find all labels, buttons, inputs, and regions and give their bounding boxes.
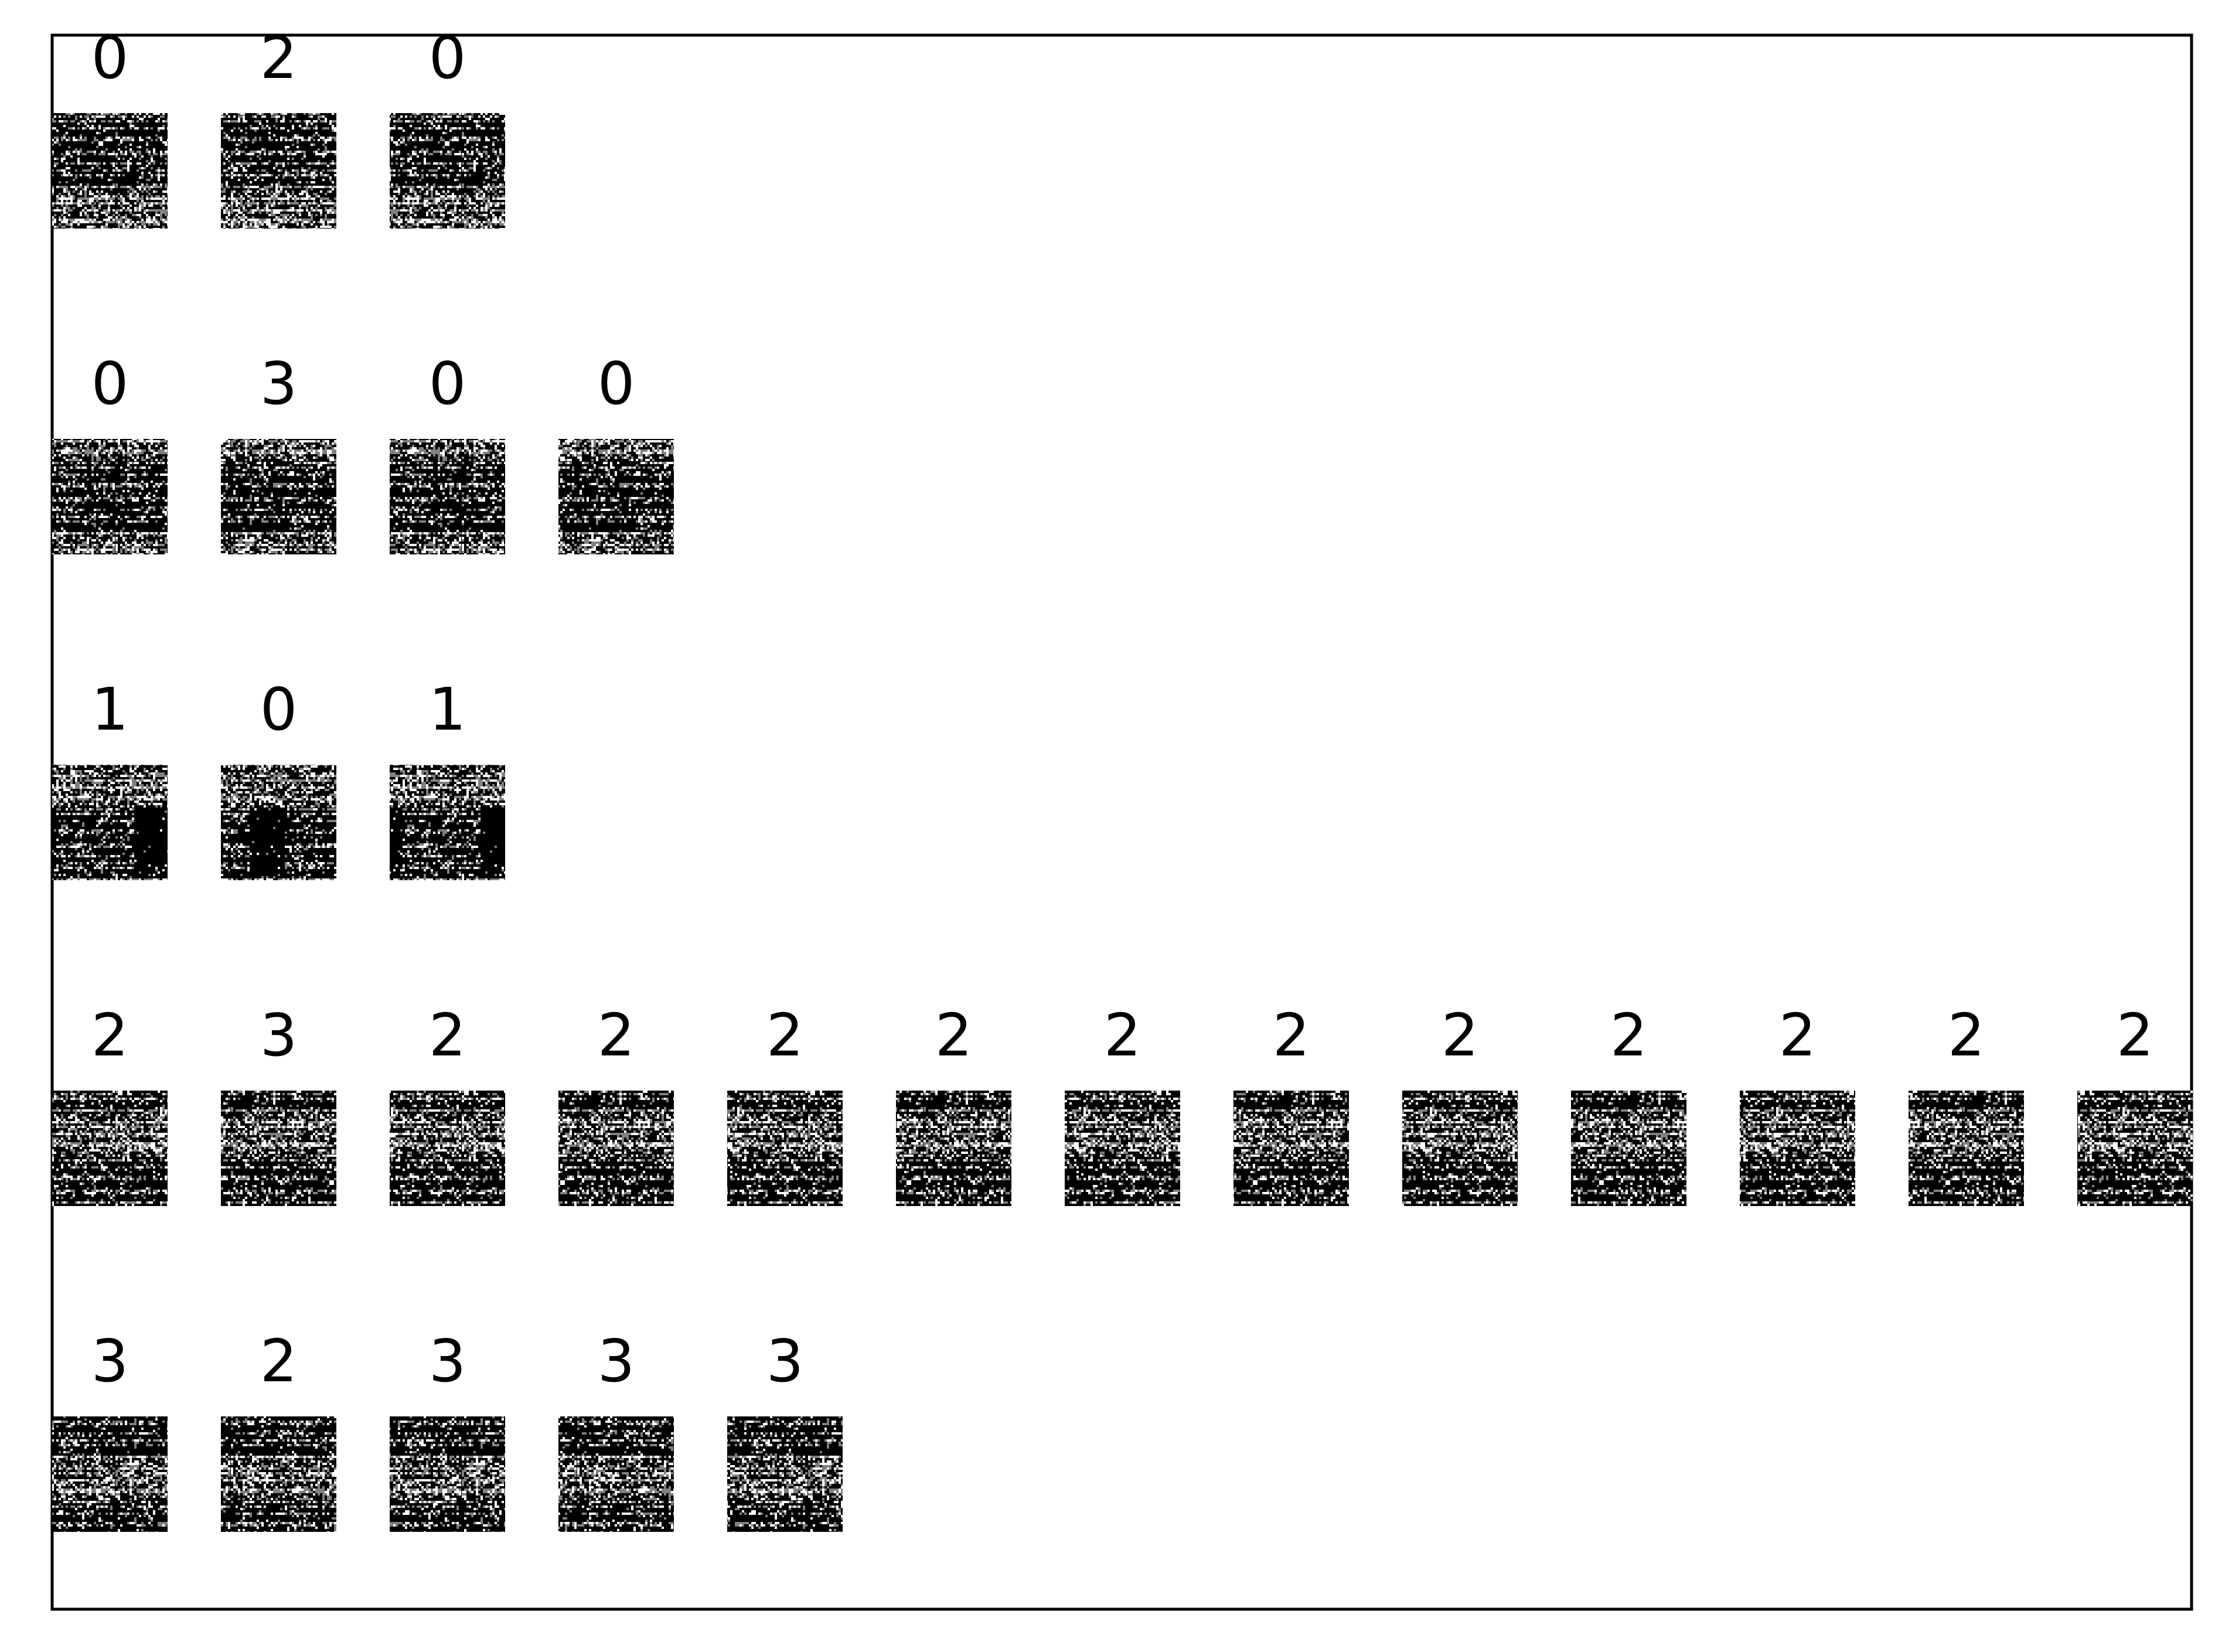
image-tile bbox=[558, 1327, 674, 1532]
tile-image bbox=[52, 765, 168, 880]
image-tile bbox=[558, 1001, 674, 1206]
image-tile bbox=[1065, 1001, 1180, 1206]
tile-label: 3 bbox=[260, 1001, 298, 1069]
tile-image bbox=[221, 1416, 336, 1532]
tile-label: 0 bbox=[260, 675, 298, 744]
image-tile bbox=[221, 1001, 336, 1206]
image-tile bbox=[390, 349, 505, 554]
plot-frame bbox=[52, 35, 2192, 1609]
tile-label: 1 bbox=[428, 675, 466, 744]
tile-image bbox=[558, 1416, 674, 1532]
tile-label: 2 bbox=[1610, 1001, 1648, 1069]
tile-row-1 bbox=[52, 23, 505, 229]
tile-image bbox=[1571, 1091, 1686, 1206]
tile-image bbox=[896, 1091, 1011, 1206]
tile-image bbox=[1740, 1091, 1855, 1206]
tile-label: 3 bbox=[91, 1327, 129, 1395]
image-tile bbox=[1571, 1001, 1686, 1206]
tile-image bbox=[390, 439, 505, 554]
tile-row-3 bbox=[52, 675, 505, 880]
tile-image bbox=[727, 1416, 843, 1532]
tile-label: 2 bbox=[428, 1001, 466, 1069]
tile-row-5 bbox=[52, 1327, 843, 1532]
image-tile bbox=[727, 1327, 843, 1532]
image-tile bbox=[390, 23, 505, 229]
tile-label: 2 bbox=[597, 1001, 635, 1069]
tile-image bbox=[221, 765, 336, 880]
tile-label: 3 bbox=[766, 1327, 804, 1395]
tile-label: 2 bbox=[1103, 1001, 1141, 1069]
image-tile bbox=[221, 23, 336, 229]
tile-label: 0 bbox=[428, 349, 466, 418]
tile-label: 0 bbox=[428, 23, 466, 92]
tile-image bbox=[390, 1091, 505, 1206]
tile-image bbox=[1233, 1091, 1349, 1206]
tile-label: 0 bbox=[91, 23, 129, 92]
tile-label: 2 bbox=[1947, 1001, 1985, 1069]
image-tile bbox=[52, 1001, 168, 1206]
tile-image bbox=[1065, 1091, 1180, 1206]
image-tile bbox=[221, 349, 336, 554]
tile-image bbox=[221, 1091, 336, 1206]
tile-label: 2 bbox=[766, 1001, 804, 1069]
tile-label: 3 bbox=[260, 349, 298, 418]
image-tile bbox=[52, 675, 168, 880]
image-tile bbox=[52, 23, 168, 229]
tile-label: 2 bbox=[91, 1001, 129, 1069]
image-tile bbox=[558, 349, 674, 554]
image-tile bbox=[1740, 1001, 1855, 1206]
tiles-layer bbox=[52, 23, 2193, 1532]
tile-image bbox=[390, 765, 505, 880]
image-tile bbox=[1233, 1001, 1349, 1206]
image-tile bbox=[2077, 1001, 2193, 1206]
image-tile bbox=[390, 1327, 505, 1532]
tile-image bbox=[52, 1416, 168, 1532]
tile-row-2 bbox=[52, 349, 674, 554]
tile-image bbox=[1402, 1091, 1518, 1206]
tile-label: 2 bbox=[2116, 1001, 2154, 1069]
image-tile bbox=[52, 1327, 168, 1532]
tile-image bbox=[52, 1091, 168, 1206]
tile-label: 2 bbox=[1778, 1001, 1817, 1069]
tile-label: 3 bbox=[597, 1327, 635, 1395]
image-tile bbox=[727, 1001, 843, 1206]
tile-image bbox=[2077, 1091, 2193, 1206]
tile-image bbox=[221, 439, 336, 554]
image-tile bbox=[1402, 1001, 1518, 1206]
image-tile bbox=[390, 1001, 505, 1206]
image-tile bbox=[390, 675, 505, 880]
tile-image bbox=[727, 1091, 843, 1206]
tile-label: 2 bbox=[935, 1001, 973, 1069]
tile-image bbox=[558, 1091, 674, 1206]
image-tile bbox=[1909, 1001, 2024, 1206]
image-tile bbox=[221, 1327, 336, 1532]
tile-label: 2 bbox=[260, 1327, 298, 1395]
tile-row-4 bbox=[52, 1001, 2193, 1206]
image-tile bbox=[221, 675, 336, 880]
tile-image bbox=[1909, 1091, 2024, 1206]
tile-image bbox=[390, 113, 505, 229]
tile-image bbox=[390, 1416, 505, 1532]
image-tile bbox=[896, 1001, 1011, 1206]
tile-image bbox=[52, 439, 168, 554]
tile-image bbox=[221, 113, 336, 229]
tile-label: 1 bbox=[91, 675, 129, 744]
tile-image bbox=[558, 439, 674, 554]
tile-image bbox=[52, 113, 168, 229]
tile-label: 2 bbox=[260, 23, 298, 92]
tile-label: 2 bbox=[1272, 1001, 1310, 1069]
image-tile bbox=[52, 349, 168, 554]
tile-label: 0 bbox=[597, 349, 635, 418]
tile-label: 2 bbox=[1441, 1001, 1479, 1069]
tile-label: 0 bbox=[91, 349, 129, 418]
tile-label: 3 bbox=[428, 1327, 466, 1395]
